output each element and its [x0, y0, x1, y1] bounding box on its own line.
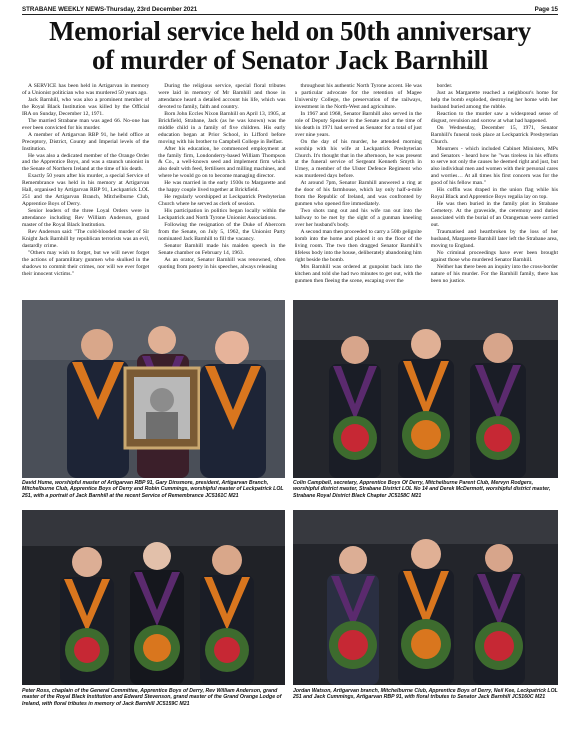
- article-paragraph: After his education, he commenced employment at the family firm, Londonderry-based William Thompson & Co., a well-known seed and implement firm which also dealt with feed, fertilisers and milling machines, and where he would go on to become managing director.: [158, 145, 286, 180]
- article-paragraph: He was married in the early 1930s to Margarette and the happy couple lived together at Brickfield.: [158, 180, 286, 194]
- article-paragraph: Exactly 50 years after his murder, a special Service of Remembrance was held in his memory at Artigarvan Hall, organised by Artigarvan RBP 91, Leckpatrick LOL 251 and the Artigarvan Branch, Mitchelburne Club, Apprentice Boys of Derry.: [22, 173, 150, 208]
- article-paragraph: A member of Artigarvan RBP 91, he held office at Preceptory, District, County and Imperial levels of the Institution.: [22, 131, 150, 152]
- article-paragraph: Neither has there been an inquiry into the cross-border nature of his murder. For the Barnhill family, there has been no justice.: [430, 263, 558, 284]
- article-paragraph: Traumatised and heartbroken by the loss of her husband, Margarette Barnhill later left the Strabane area, moving to England.: [430, 229, 558, 249]
- page-header: [22, 4, 558, 15]
- article-paragraph: Jack Barnhill, who was also a prominent member of the Royal Black Institution was killed by the Official IRA on Sunday, December 12, 1971.: [22, 96, 150, 117]
- article-paragraph: In 1967 and 1968, Senator Barnhill also served in the role of Deputy Speaker in the Senate and at the time of his death in 1971 had served as Senator for a total of just over nine years.: [294, 110, 422, 138]
- article-paragraph: At around 7pm, Senator Barnhill answered a ring at the door of his farmhouse, which lay only half-a-mile from the Republic of Ireland, and was confronted by gunmen who opened fire immediately.: [294, 180, 422, 208]
- article-paragraph: Senior leaders of the three Loyal Orders were in attendance including Rev William Anderson, grand master of the Royal Black Institution.: [22, 208, 150, 229]
- paper-dateline: STRABANE WEEKLY NEWS-Thursday, 23rd December 2021: [22, 5, 198, 13]
- article-paragraph: On Wednesday, December 15, 1971, Senator Barnhill's funeral took place at Leckpatrick Presbyterian Church.: [430, 124, 558, 145]
- article-paragraph: On the day of his murder, he attended morning worship with his wife at Leckpatrick Presbyterian Church. It's thought that in the afternoon, he was present at the funeral service of Sergeant Kenneth Smyth in Urney, a member of the Ulster Defence Regiment who was murdered days before.: [294, 138, 422, 180]
- photo-wreath-trio: [293, 300, 558, 478]
- photo-2-illustration: [293, 300, 558, 478]
- photo-3-illustration: [22, 510, 285, 685]
- article-paragraph: Mrs Barnhill was ordered at gunpoint back into the kitchen and told she had two minutes to get out, with the gunmen then fleeing the scene, escaping over the: [294, 263, 422, 284]
- caption-photo-3: Peter Ross, chaplain of the General Committee, Apprentice Boys of Derry, Rev William Anderson, grand master of the Royal Black Institution and Edward Stevenson, grand master of the Grand Orange Lodge of Ireland, with floral tributes in memory of Jack Barnhill JC5159C M21: [22, 688, 282, 707]
- article-column-3: [295, 83, 422, 289]
- article-paragraph: Two shots rang out and his wife ran out into the hallway to be met by the sight of a gunman kneeling over her husband's body.: [294, 208, 422, 229]
- caption-photo-4: Jordan Watson, Artigarvan branch, Mitchelburne Club, Apprentice Boys of Derry, Neil Kee, Leckpatrick LOL 251 and Jack Cummings, Artigarvan RBP 91, with floral tributes to Senator Jack Barnhill JC5160C M21: [293, 688, 558, 701]
- caption-photo-2: Colin Campbell, secretary, Apprentice Boys Of Derry, Mitchelburne Parent Club, Mervyn Rodgers, worshipful district master, Strabane District LOL No 14 and Derek McDermott, worshipful district master, Strabane Royal District Black Chapter JC5158C M21: [293, 480, 551, 499]
- article-body: [22, 83, 558, 289]
- photo-4-illustration: [293, 510, 558, 685]
- article-paragraph: He was also a dedicated member of the Orange Order and the Apprentice Boys, and was a staunch unionist in the Senate of Northern Ireland at the time of his death.: [22, 152, 150, 173]
- article-paragraph: As an orator, Senator Barnhill was renowned, often quoting from poetry in his speeches, always releasing: [158, 256, 286, 270]
- headline: [22, 17, 558, 75]
- article-paragraph: Following the resignation of the Duke of Abercorn from the Senate, on July 5, 1962, the Unionist Party nominated Jack Barnhill to fill the vacancy.: [158, 222, 286, 242]
- article-column-2: [158, 83, 285, 289]
- article-paragraph: He was then buried in the family plot in Strabane Cemetery. At the graveside, the ceremony and duties associated with the burial of an Orangeman were carried out.: [430, 201, 558, 229]
- article-paragraph: The married Strabane man was aged 66. No-one has ever been convicted for his murder.: [22, 117, 150, 131]
- photo-portrait-group: [22, 300, 285, 478]
- article-paragraph: His participation in politics began locally within the Leckpatrick and North Tyrone Unionist Associations.: [158, 208, 286, 222]
- caption-photo-1: David Hume, worshipful master of Artigarvan RBP 91, Gary Dinsmore, president, Artigarvan Branch, Mitchelburne Club, Apprentice Boys of Derry and Robin Cummings, worshipful master of Leckpatrick LOL 251, with a portrait of Jack Barnhill at the recent Service of Remembrance JC5161C M21: [22, 480, 284, 499]
- article-paragraph: Mourners - which included Cabinet Ministers, MPs and Senators - heard how he "was tireless in his efforts to serve not only the causes he deemed right and just, but also individual men and women with their personal cares and worries… At all times his first concern was for the good of his fellow man.": [430, 145, 558, 187]
- article-paragraph: Rev Anderson said: "The cold-blooded murder of Sir Knight Jack Barnhill by republican terrorists was an evil, dastardly crime.: [22, 229, 150, 249]
- article-paragraph: Reaction to the murder saw a widespread sense of disgust, revulsion and sorrow at what had happened.: [430, 110, 558, 124]
- article-paragraph: During the religious service, special floral tributes were laid in memory of Mr Barnhill and those in attendance heard a detailed account his life, which was devoted to family, faith and country.: [158, 83, 286, 110]
- article-paragraph: Senator Barnhill made his maiden speech in the Senate chamber on February 14, 1963.: [158, 242, 286, 256]
- article-paragraph: Born John Eccles Nixon Barnhill on April 13, 1905, at Brickfield, Strabane, Jack (as he was known) was the middle child in a family of five children. His early education began at Prior School, in Lifford before moving with his brother to Campbell College in Belfast.: [158, 110, 286, 145]
- page-number: Page 15: [534, 5, 558, 13]
- article-paragraph: No criminal proceedings have ever been brought against those who murdered Senator Barnhill.: [430, 249, 558, 263]
- article-paragraph: He regularly worshipped at Leckpatrick Presbyterian Church where he served as clerk of session.: [158, 194, 286, 208]
- article-paragraph: A SERVICE has been held in Artigarvan in memory of a Unionist politician who was murdered 50 years ago.: [22, 83, 150, 96]
- photo-grand-masters: [22, 510, 285, 685]
- article-paragraph: A second man then proceeded to carry a 50lb gelignite bomb into the home and placed it on the floor of the living room. The two then dragged Senator Barnhill's lifeless body into the house, deliberately abandoning him right beside the bomb.: [294, 229, 422, 263]
- article-paragraph: throughout his authentic North Tyrone accent. He was a particular advocate for the retention of Magee University College, the preservation of the railways, investment in the North-West and agriculture.: [294, 83, 422, 110]
- article-paragraph: border.: [436, 83, 453, 89]
- photo-1-illustration: [22, 300, 285, 478]
- headline-line-1: Memorial service held on 50th anniversary: [49, 16, 531, 46]
- headline-line-2: of murder of Senator Jack Barnhill: [91, 45, 489, 75]
- article-paragraph: Just as Margarette reached a neighbour's home for help the bomb exploded, destroying her home with her husband buried among the rubble.: [430, 89, 558, 110]
- article-paragraph: His coffin was draped in the union flag while his Royal Black and Apprentice Boys regalia lay on top.: [430, 187, 558, 201]
- article-paragraph: "Others may wish to forget, but we will never forget the actions of paramilitary gunmen who skulked in the shadows to commit their crimes, nor will we ever forget their innocent victims.": [22, 249, 150, 277]
- photo-floral-tributes: [293, 510, 558, 685]
- article-column-1: [22, 83, 149, 289]
- article-column-4: [431, 83, 558, 289]
